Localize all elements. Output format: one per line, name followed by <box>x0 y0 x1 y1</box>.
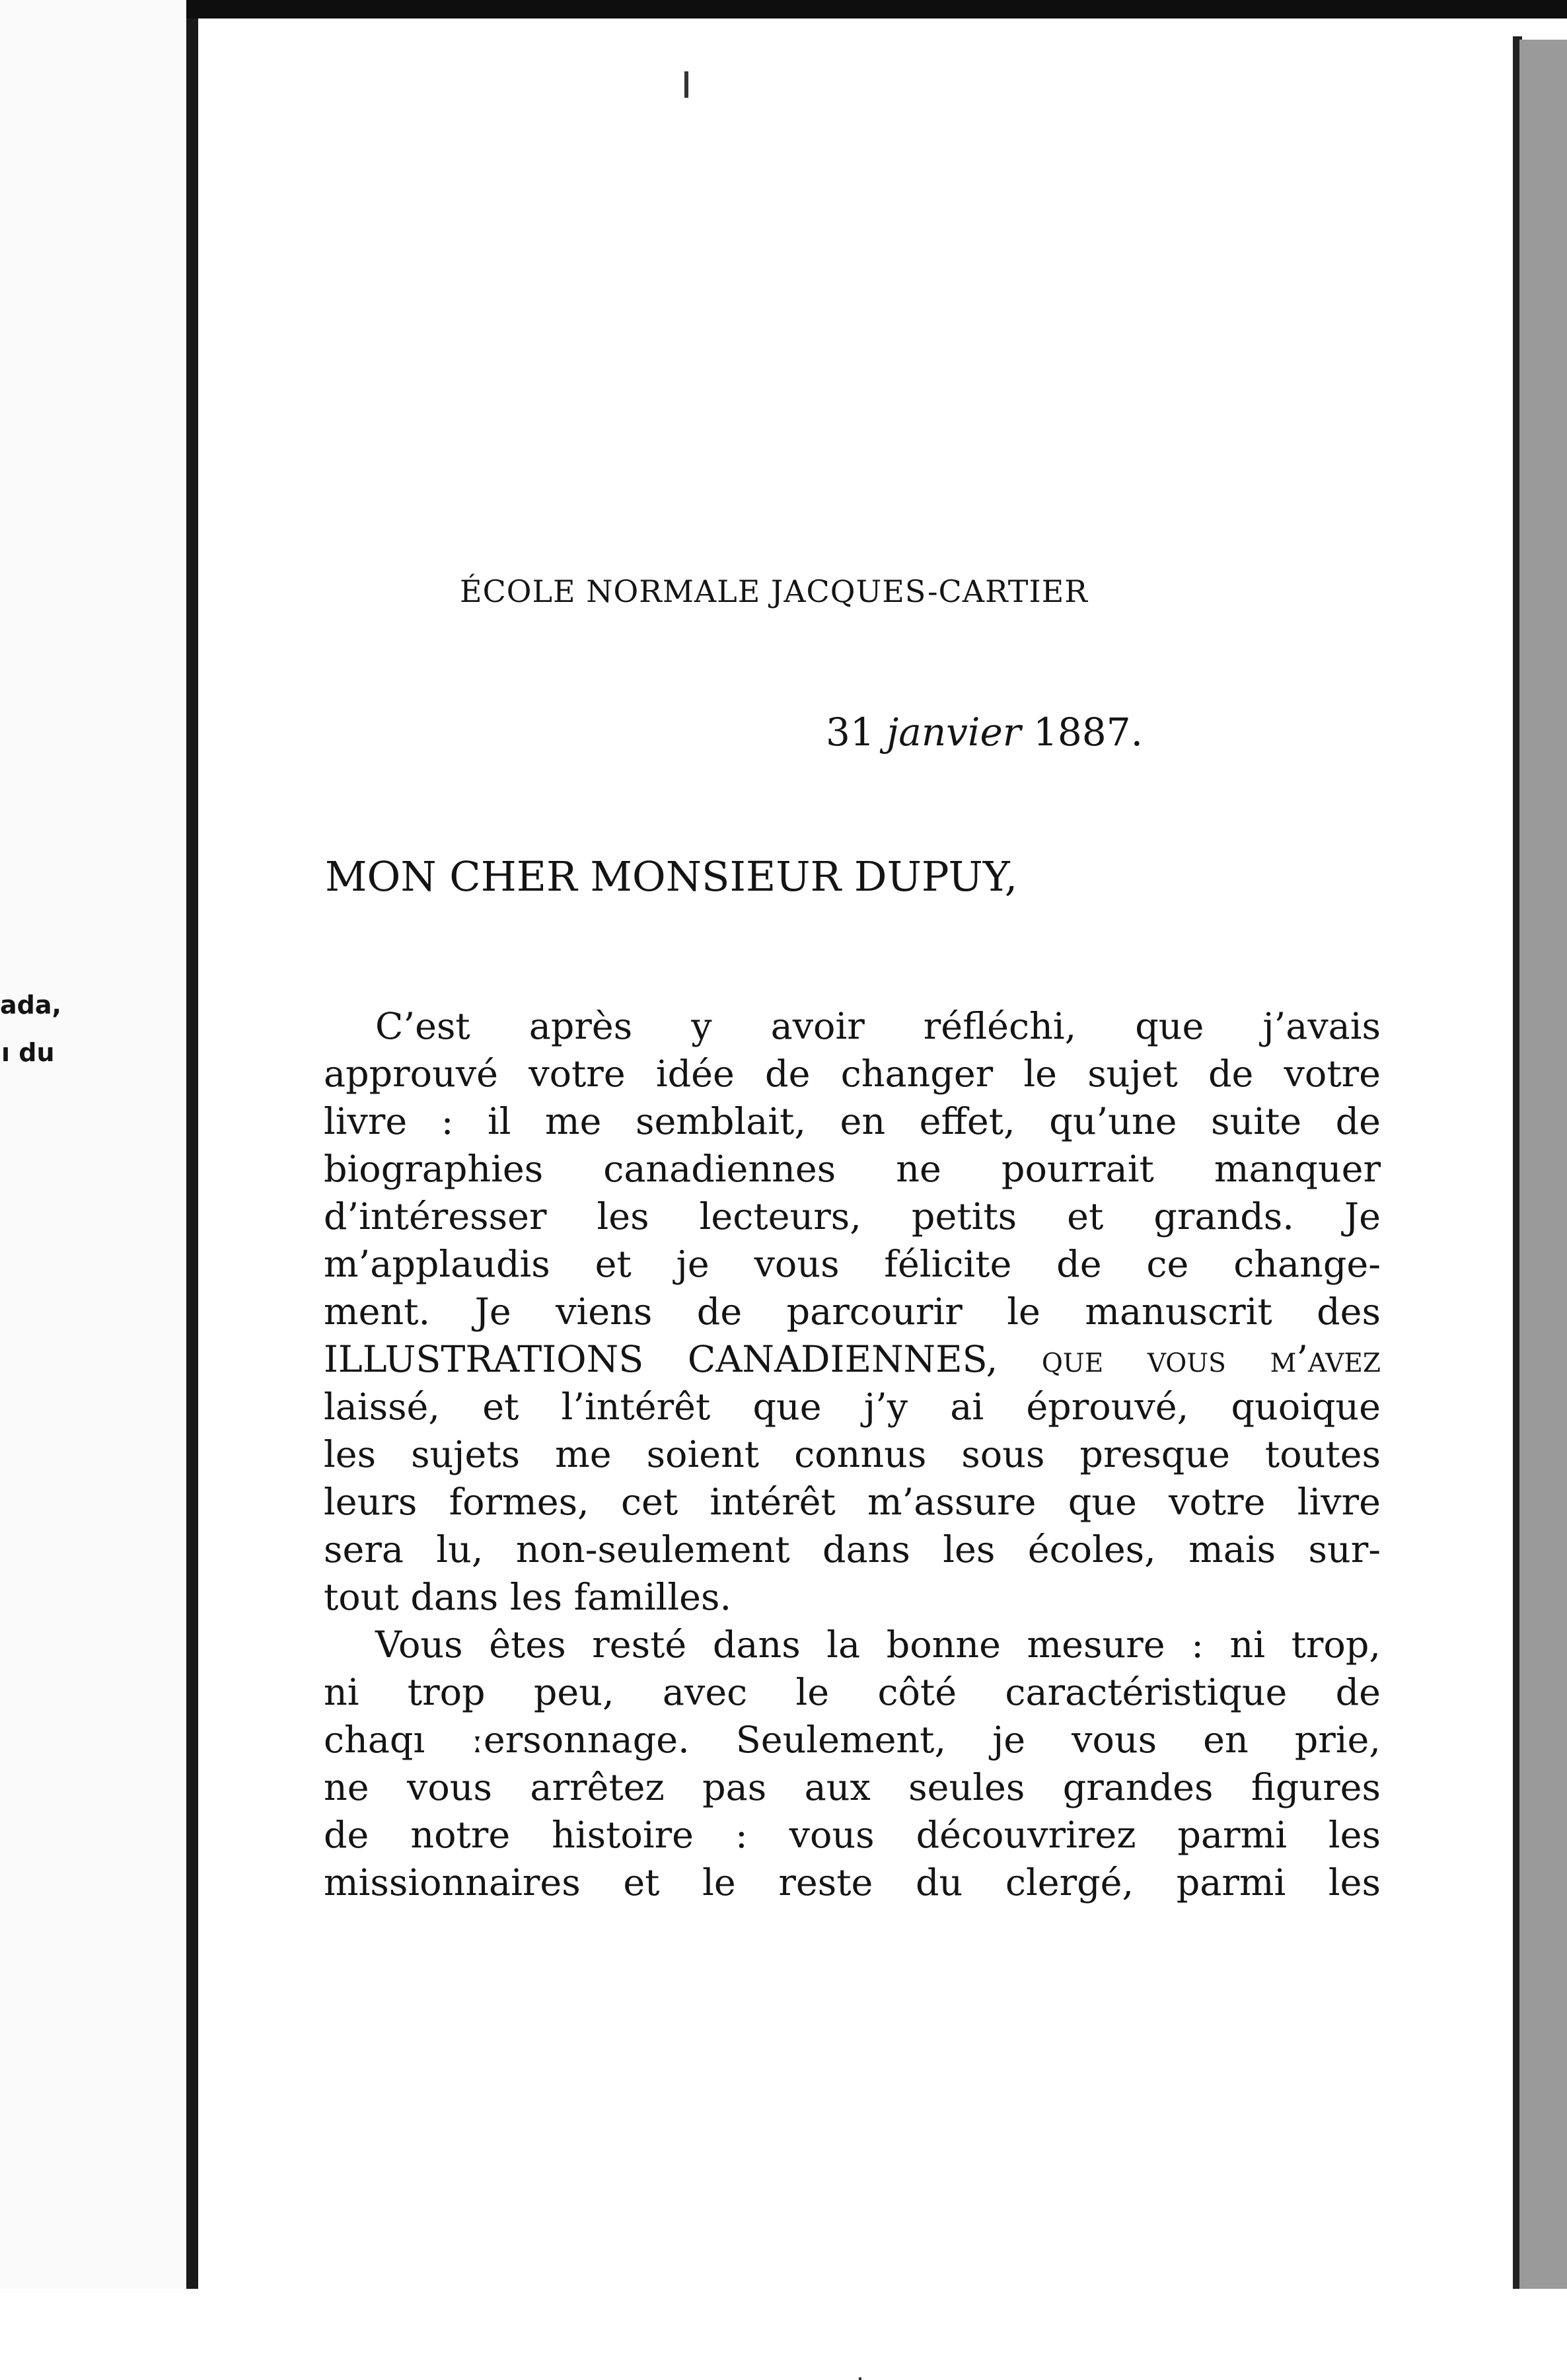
body-line: ne vous arrêtez pas aux seules grandes figures <box>324 1766 1381 1809</box>
body-line: approuvé votre idée de changer le sujet de votre <box>324 1053 1381 1096</box>
page-edge <box>1519 40 1567 2289</box>
body-line: les sujets me soient connus sous presque toutes <box>324 1433 1381 1476</box>
body-line: leurs formes, cet intérêt m’assure que votre livre <box>324 1481 1381 1524</box>
body-line: d’intéresser les lecteurs, petits et grands. Je <box>324 1195 1381 1238</box>
body-line: laissé, et l’intérêt que j’y ai éprouvé, quoique <box>324 1386 1381 1429</box>
body-line: livre : il me semblait, en effet, qu’une suite de <box>324 1100 1381 1143</box>
body-line: de notre histoire : vous découvrirez parmi les <box>324 1814 1381 1857</box>
letter-body <box>324 1003 1381 1907</box>
date-day: 31 <box>826 710 875 755</box>
body-line: chaqı ːersonnage. Seulement, je vous en prie, <box>324 1719 1381 1762</box>
body-line: ILLUSTRATIONS CANADIENNES, que vous m’avez <box>324 1338 1381 1381</box>
body-line: tout dans les familles. <box>324 1576 732 1619</box>
body-line: Vous êtes resté dans la bonne mesure : ni trop, <box>375 1623 1381 1666</box>
date-year: 1887. <box>1033 710 1144 755</box>
facing-page-fragment: ada, <box>0 990 61 1020</box>
letter-page <box>198 19 1513 2289</box>
body-line: biographies canadiennes ne pourrait manquer <box>324 1148 1381 1191</box>
body-line: ni trop peu, avec le côté caractéristique de <box>324 1671 1381 1714</box>
body-line: ment. Je viens de parcourir le manuscrit des <box>324 1290 1381 1333</box>
date-month: janvier <box>887 710 1021 755</box>
body-line: m’applaudis et je vous félicite de ce change- <box>324 1243 1381 1286</box>
body-line: C’est après y avoir réfléchi, que j’avais <box>375 1005 1381 1048</box>
letter-date <box>826 710 1143 755</box>
facing-page <box>0 0 186 2289</box>
facing-page-text <box>0 981 61 1076</box>
scan-speck <box>859 2377 861 2380</box>
body-line: missionnaires et le reste du clergé, parmi les <box>324 1861 1381 1904</box>
top-scan-border <box>186 0 1567 19</box>
letter-heading: ÉCOLE NORMALE JACQUES-CARTIER <box>460 574 1088 609</box>
salutation: MON CHER MONSIEUR DUPUY, <box>325 852 1018 901</box>
body-line: sera lu, non-seulement dans les écoles, mais sur- <box>324 1528 1381 1571</box>
gutter-shadow <box>186 0 198 2289</box>
scan-speck <box>684 71 688 98</box>
facing-page-fragment: ı du <box>1 1038 55 1067</box>
